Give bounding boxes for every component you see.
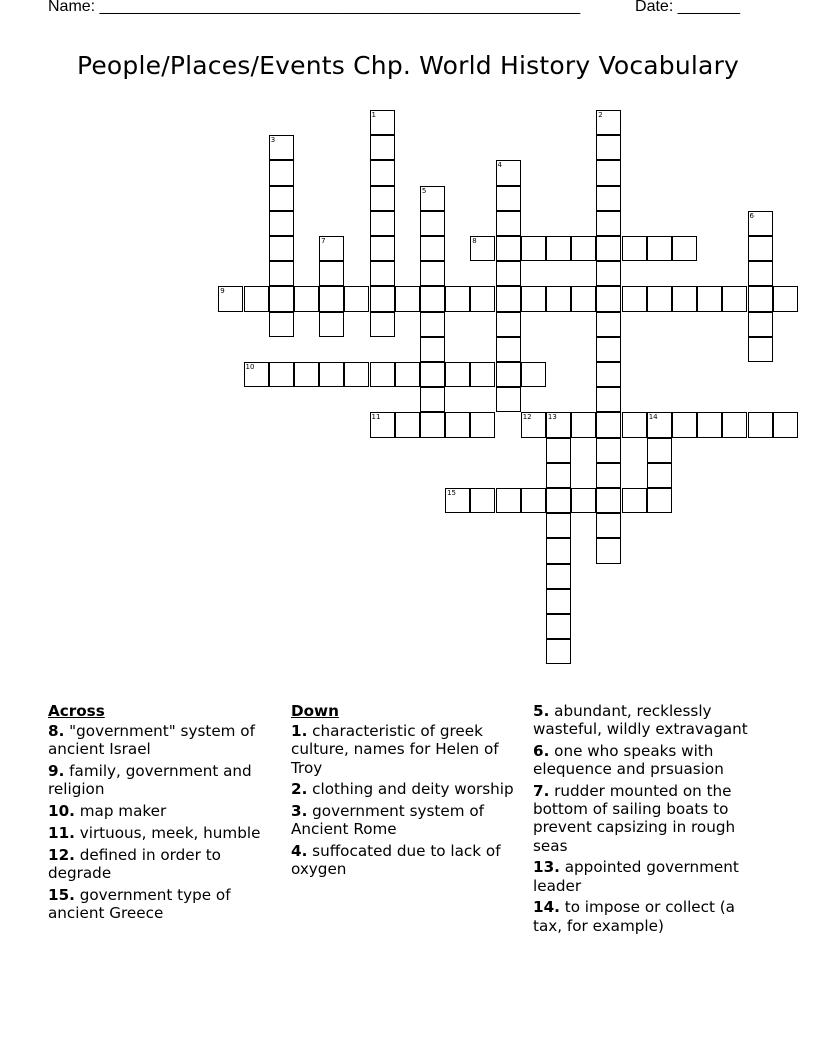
crossword-cell[interactable] xyxy=(773,286,798,311)
crossword-cell[interactable] xyxy=(596,236,621,261)
crossword-cell[interactable] xyxy=(496,186,521,211)
clue-text: appointed government leader xyxy=(533,858,739,895)
crossword-cell[interactable] xyxy=(420,236,445,261)
crossword-cell[interactable] xyxy=(596,135,621,160)
crossword-cell[interactable] xyxy=(269,236,294,261)
crossword-cell[interactable] xyxy=(445,362,470,387)
crossword-cell[interactable] xyxy=(445,412,470,437)
crossword-cell[interactable] xyxy=(546,286,571,311)
crossword-cell[interactable] xyxy=(344,362,369,387)
crossword-cell[interactable] xyxy=(496,211,521,236)
crossword-cell[interactable] xyxy=(722,412,747,437)
crossword-cell[interactable] xyxy=(596,160,621,185)
clue-item xyxy=(48,824,280,842)
clue-number: 5. xyxy=(533,702,550,720)
crossword-cell[interactable] xyxy=(748,312,773,337)
crossword-cell[interactable] xyxy=(546,236,571,261)
crossword-cell[interactable] xyxy=(496,362,521,387)
crossword-cell[interactable] xyxy=(596,286,621,311)
clue-item xyxy=(533,782,765,855)
crossword-cell[interactable] xyxy=(596,337,621,362)
clue-number-label: 9 xyxy=(220,287,225,296)
crossword-cell[interactable] xyxy=(596,261,621,286)
crossword-cell[interactable] xyxy=(647,412,672,437)
crossword-cell[interactable] xyxy=(395,286,420,311)
clue-number-label: 4 xyxy=(497,161,502,170)
crossword-cell[interactable] xyxy=(244,286,269,311)
clue-number: 6. xyxy=(533,742,550,760)
clue-number-label: 15 xyxy=(447,489,457,497)
crossword-cell[interactable] xyxy=(496,236,521,261)
clue-text: suffocated due to lack of oxygen xyxy=(291,842,501,879)
clue-number: 15. xyxy=(48,885,75,904)
crossword-cell[interactable] xyxy=(622,236,647,261)
crossword-cell[interactable] xyxy=(496,387,521,412)
down-clues-column-1 xyxy=(291,702,523,882)
clue-number-label: 6 xyxy=(749,211,754,220)
crossword-cell[interactable] xyxy=(546,412,571,437)
crossword-cell[interactable] xyxy=(445,488,470,513)
clue-number-label: 8 xyxy=(472,237,477,245)
crossword-cell[interactable] xyxy=(420,362,445,387)
clue-number-label: 1 xyxy=(371,111,376,119)
clue-item xyxy=(533,702,765,738)
crossword-cell[interactable] xyxy=(470,488,495,513)
crossword-cell[interactable] xyxy=(319,286,344,311)
crossword-cell[interactable] xyxy=(672,412,697,437)
crossword-cell[interactable] xyxy=(344,286,369,311)
crossword-cell[interactable] xyxy=(496,337,521,362)
crossword-cell[interactable] xyxy=(269,135,294,160)
crossword-cell[interactable] xyxy=(319,312,344,337)
crossword-cell[interactable] xyxy=(748,261,773,286)
across-heading: Across xyxy=(48,702,105,720)
crossword-cell[interactable] xyxy=(672,236,697,261)
crossword-cell[interactable] xyxy=(420,312,445,337)
crossword-cell[interactable] xyxy=(319,261,344,286)
crossword-cell[interactable] xyxy=(596,211,621,236)
crossword-cell[interactable] xyxy=(420,286,445,311)
clue-number-label: 3 xyxy=(270,136,276,145)
crossword-cell[interactable] xyxy=(748,236,773,261)
crossword-cell[interactable] xyxy=(596,110,621,135)
crossword-cell[interactable] xyxy=(319,362,344,387)
crossword-cell[interactable] xyxy=(420,186,445,211)
name-field-label[interactable]: Name: ______________________________________________________ xyxy=(48,0,581,15)
down-heading: Down xyxy=(291,702,339,720)
clue-text: "government" system of ancient Israel xyxy=(48,722,255,759)
crossword-cell[interactable] xyxy=(521,286,546,311)
crossword-cell[interactable] xyxy=(647,286,672,311)
clue-text: to impose or collect (a tax, for example) xyxy=(533,898,735,935)
crossword-cell[interactable] xyxy=(596,463,621,488)
crossword-cell[interactable] xyxy=(496,261,521,286)
crossword-cell[interactable] xyxy=(596,186,621,211)
crossword-cell[interactable] xyxy=(470,286,495,311)
crossword-cell[interactable] xyxy=(748,412,773,437)
crossword-cell[interactable] xyxy=(748,211,773,236)
clue-number-label: 2 xyxy=(598,111,603,119)
crossword-cell[interactable] xyxy=(269,286,294,311)
crossword-cell[interactable] xyxy=(370,186,395,211)
crossword-cell[interactable] xyxy=(546,564,571,589)
crossword-cell[interactable] xyxy=(546,589,571,614)
date-field-label[interactable]: Date: _______ xyxy=(635,0,740,15)
crossword-cell[interactable] xyxy=(370,160,395,185)
clue-item xyxy=(48,762,280,798)
crossword-cell[interactable] xyxy=(697,412,722,437)
clue-number-label: 12 xyxy=(522,413,532,422)
crossword-cell[interactable] xyxy=(420,412,445,437)
crossword-cell[interactable] xyxy=(395,412,420,437)
crossword-cell[interactable] xyxy=(647,488,672,513)
crossword-cell[interactable] xyxy=(546,639,571,664)
crossword-cell[interactable] xyxy=(269,160,294,185)
crossword-cell[interactable] xyxy=(773,412,798,437)
clue-number-label: 14 xyxy=(648,413,658,422)
crossword-cell[interactable] xyxy=(294,362,319,387)
crossword-cell[interactable] xyxy=(596,513,621,538)
crossword-cell[interactable] xyxy=(496,160,521,185)
crossword-cell[interactable] xyxy=(496,312,521,337)
crossword-cell[interactable] xyxy=(420,337,445,362)
clue-text: virtuous, meek, humble xyxy=(74,824,261,842)
crossword-cell[interactable] xyxy=(496,488,521,513)
crossword-cell[interactable] xyxy=(420,211,445,236)
crossword-cell[interactable] xyxy=(269,211,294,236)
crossword-cell[interactable] xyxy=(571,236,596,261)
crossword-cell[interactable] xyxy=(244,362,269,387)
crossword-cell[interactable] xyxy=(546,488,571,513)
crossword-cell[interactable] xyxy=(596,438,621,463)
clue-number-label: 13 xyxy=(547,413,557,422)
crossword-cell[interactable] xyxy=(370,135,395,160)
crossword-cell[interactable] xyxy=(546,614,571,639)
crossword-cell[interactable] xyxy=(596,412,621,437)
clue-item xyxy=(48,722,280,758)
clue-text: one who speaks with elequence and prsuasion xyxy=(533,742,724,779)
clue-item xyxy=(48,846,280,882)
crossword-cell[interactable] xyxy=(622,488,647,513)
crossword-cell[interactable] xyxy=(722,286,747,311)
clue-text: rudder mounted on the bottom of sailing boats to prevent capsizing in rough seas xyxy=(533,782,736,855)
clue-text: map maker xyxy=(74,802,167,821)
clue-item xyxy=(291,842,523,878)
crossword-cell[interactable] xyxy=(697,286,722,311)
crossword-cell[interactable] xyxy=(445,286,470,311)
clue-number: 10. xyxy=(48,802,75,821)
clue-number: 3. xyxy=(291,802,308,821)
clue-text: government type of ancient Greece xyxy=(48,885,231,922)
clue-item xyxy=(533,858,765,894)
across-clues xyxy=(48,702,280,926)
crossword-cell[interactable] xyxy=(370,412,395,437)
clue-item xyxy=(48,802,280,820)
crossword-cell[interactable] xyxy=(647,463,672,488)
crossword-cell[interactable] xyxy=(319,236,344,261)
clue-text: defined in order to degrade xyxy=(48,845,221,882)
crossword-cell[interactable] xyxy=(395,362,420,387)
crossword-cell[interactable] xyxy=(496,286,521,311)
clue-number: 11. xyxy=(48,824,75,842)
crossword-cell[interactable] xyxy=(269,312,294,337)
crossword-cell[interactable] xyxy=(521,488,546,513)
clue-item xyxy=(291,722,523,777)
clue-number: 7. xyxy=(533,782,550,800)
crossword-cell[interactable] xyxy=(370,110,395,135)
clue-item xyxy=(533,898,765,934)
clue-number: 12. xyxy=(48,845,75,864)
clue-number: 14. xyxy=(533,898,560,917)
crossword-cell[interactable] xyxy=(596,362,621,387)
clue-number: 1. xyxy=(291,722,308,741)
crossword-cell[interactable] xyxy=(521,236,546,261)
crossword-cell[interactable] xyxy=(218,286,243,311)
crossword-cell[interactable] xyxy=(672,286,697,311)
crossword-cell[interactable] xyxy=(546,438,571,463)
clue-number: 8. xyxy=(48,722,65,741)
clue-item xyxy=(48,886,280,922)
crossword-cell[interactable] xyxy=(622,412,647,437)
clue-text: clothing and deity worship xyxy=(307,780,514,799)
crossword-cell[interactable] xyxy=(370,261,395,286)
down-clues-column-2 xyxy=(533,702,765,938)
clue-number-label: 5 xyxy=(421,186,427,195)
clue-item xyxy=(291,780,523,798)
crossword-cell[interactable] xyxy=(269,362,294,387)
crossword-cell[interactable] xyxy=(647,438,672,463)
crossword-cell[interactable] xyxy=(269,186,294,211)
clue-text: government system of Ancient Rome xyxy=(291,802,484,839)
crossword-cell[interactable] xyxy=(596,538,621,563)
crossword-cell[interactable] xyxy=(370,362,395,387)
clue-item xyxy=(291,802,523,838)
crossword-cell[interactable] xyxy=(420,387,445,412)
crossword-cell[interactable] xyxy=(470,236,495,261)
clue-text: abundant, recklessly wasteful, wildly extravagant xyxy=(533,702,748,739)
crossword-cell[interactable] xyxy=(571,488,596,513)
crossword-cell[interactable] xyxy=(596,488,621,513)
crossword-cell[interactable] xyxy=(622,286,647,311)
crossword-cell[interactable] xyxy=(269,261,294,286)
crossword-cell[interactable] xyxy=(748,286,773,311)
clue-text: family, government and religion xyxy=(48,762,252,799)
crossword-cell[interactable] xyxy=(596,312,621,337)
crossword-cell[interactable] xyxy=(596,387,621,412)
crossword-cell[interactable] xyxy=(420,261,445,286)
clue-number: 9. xyxy=(48,762,65,781)
crossword-cell[interactable] xyxy=(546,513,571,538)
crossword-cell[interactable] xyxy=(470,412,495,437)
crossword-cell[interactable] xyxy=(294,286,319,311)
crossword-cell[interactable] xyxy=(546,463,571,488)
clue-text: characteristic of greek culture, names for Helen of Troy xyxy=(291,722,499,777)
clue-item xyxy=(533,742,765,778)
crossword-cell[interactable] xyxy=(748,337,773,362)
crossword-cell[interactable] xyxy=(571,412,596,437)
crossword-cell[interactable] xyxy=(370,211,395,236)
crossword-cell[interactable] xyxy=(370,286,395,311)
clue-number-label: 11 xyxy=(371,413,381,422)
crossword-cell[interactable] xyxy=(647,236,672,261)
page-title: People/Places/Events Chp. World History Vocabulary xyxy=(76,51,740,80)
clue-number: 4. xyxy=(291,842,308,861)
crossword-cell[interactable] xyxy=(521,412,546,437)
crossword-cell[interactable] xyxy=(470,362,495,387)
crossword-cell[interactable] xyxy=(571,286,596,311)
clue-number: 13. xyxy=(533,858,560,877)
crossword-cell[interactable] xyxy=(370,236,395,261)
clue-number-label: 10 xyxy=(245,363,255,371)
clue-number-label: 7 xyxy=(321,237,326,245)
crossword-cell[interactable] xyxy=(370,312,395,337)
clue-number: 2. xyxy=(291,780,308,799)
crossword-cell[interactable] xyxy=(521,362,546,387)
crossword-cell[interactable] xyxy=(546,538,571,563)
